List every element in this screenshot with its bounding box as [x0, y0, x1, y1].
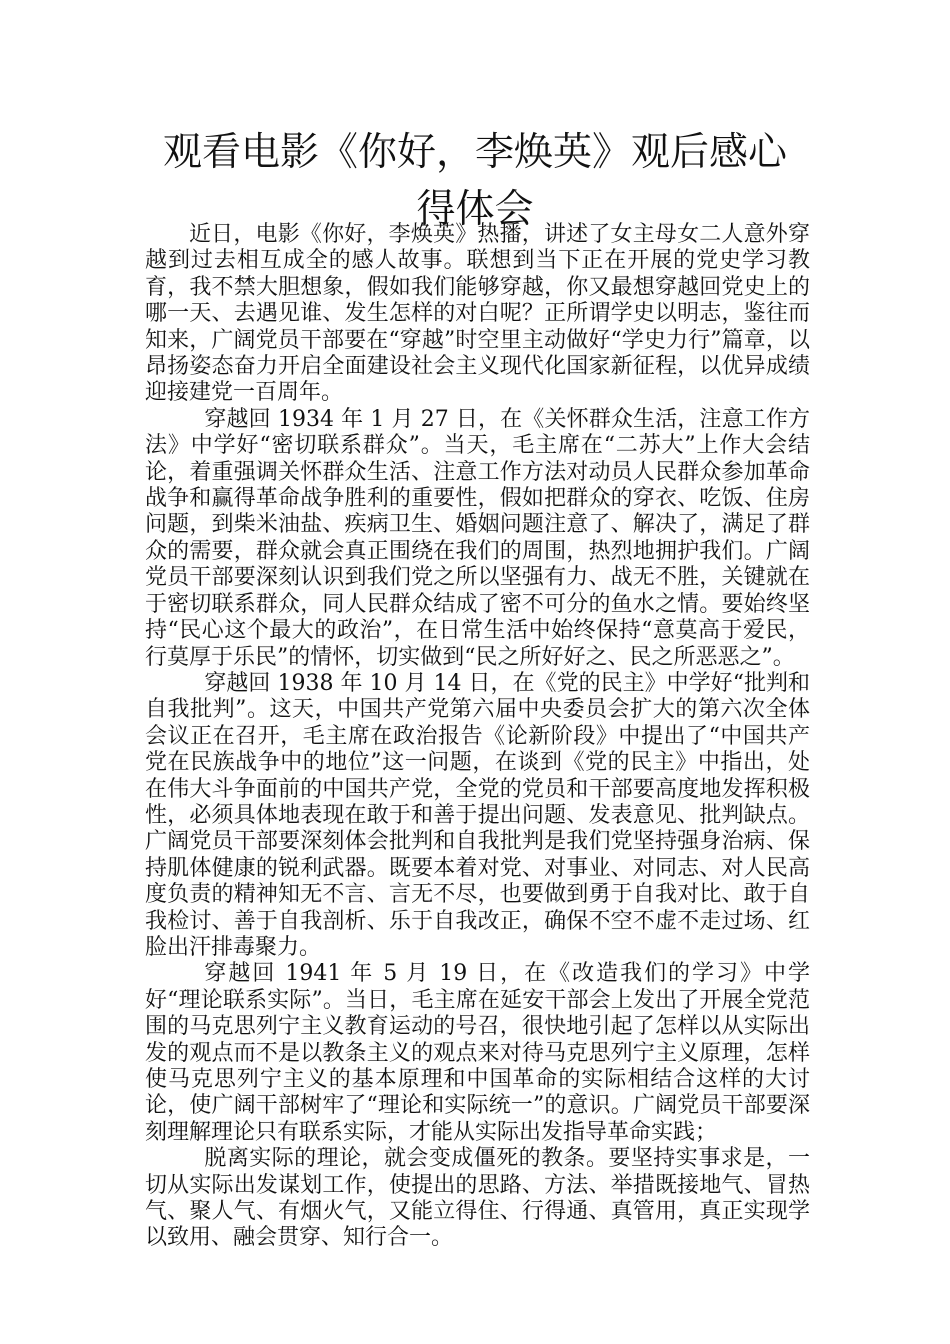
- paragraph-intro: 近日，电影《你好，李焕英》热播，讲述了女主母女二人意外穿越到过去相互成全的感人故事。联想到当下正在开展的党史学习教育，我不禁大胆想象，假如我们能够穿越，你又最想穿越回党史上的哪一天、去遇见谁、发生怎样的对白呢？正所谓学史以明志，鉴往而知来，广阔党员干部要在“穿越”时空里主动做好“学史力行”篇章，以昂扬姿态奋力开启全面建设社会主义现代化国家新征程，以优异成绩迎接建党一百周年。: [145, 222, 810, 406]
- paragraph-1934: 穿越回 1934 年 1 月 27 日，在《关怀群众生活，注意工作方法》中学好“密切联系群众”。当天，毛主席在“二苏大”上作大会结论，着重强调关怀群众生活、注意工作方法对动员人民群众参加革命战争和赢得革命战争胜利的重要性，假如把群众的穿衣、吃饭、住房问题，到柴米油盐、疾病卫生、婚姻问题注意了、解决了，满足了群众的需要，群众就会真正围绕在我们的周围，热烈地拥护我们。广阔党员干部要深刻认识到我们党之所以坚强有力、战无不胜，关键就在于密切联系群众，同人民群众结成了密不可分的鱼水之情。要始终坚持“民心这个最大的政治”，在日常生活中始终保持“意莫高于爱民，行莫厚于乐民”的情怀，切实做到“民之所好好之、民之所恶恶之”。: [145, 406, 810, 670]
- paragraph-1941: 穿越回 1941 年 5 月 19 日，在《改造我们的学习》中学好“理论联系实际”。当日，毛主席在延安干部会上发出了开展全党范围的马克思列宁主义教育运动的号召，很快地引起了怎样以从实际出发的观点而不是以教条主义的观点来对待马克思列宁主义原理，怎样使马克思列宁主义的基本原理和中国革命的实际相结合这样的大讨论，使广阔干部树牢了“理论和实际统一”的意识。广阔党员干部要深刻理解理论只有联系实际，才能从实际出发指导革命实践；: [145, 961, 810, 1145]
- document-body: [145, 222, 810, 1252]
- paragraph-conclusion: 脱离实际的理论，就会变成僵死的教条。要坚持实事求是，一切从实际出发谋划工作，使提出的思路、方法、举措既接地气、冒热气、聚人气、有烟火气，又能立得住、行得通、真管用，真正实现学以致用、融会贯穿、知行合一。: [145, 1146, 810, 1251]
- document-title: 观看电影《你好，李焕英》观后感心得体会: [162, 130, 787, 232]
- paragraph-1938: 穿越回 1938 年 10 月 14 日，在《党的民主》中学好“批判和自我批判”。这天，中国共产党第六届中央委员会扩大的第六次全体会议正在召开，毛主席在政治报告《论新阶段》中提出了“中国共产党在民族战争中的地位”这一问题，在谈到《党的民主》中指出，处在伟大斗争面前的中国共产党，全党的党员和干部要高度地发挥积极性，必须具体地表现在敢于和善于提出问题、发表意见、批判缺点。广阔党员干部要深刻体会批判和自我批判是我们党坚持强身治病、保持肌体健康的锐利武器。既要本着对党、对事业、对同志、对人民高度负责的精神知无不言、言无不尽，也要做到勇于自我对比、敢于自我检讨、善于自我剖析、乐于自我改正，确保不空不虚不走过场、红脸出汗排毒聚力。: [145, 670, 810, 960]
